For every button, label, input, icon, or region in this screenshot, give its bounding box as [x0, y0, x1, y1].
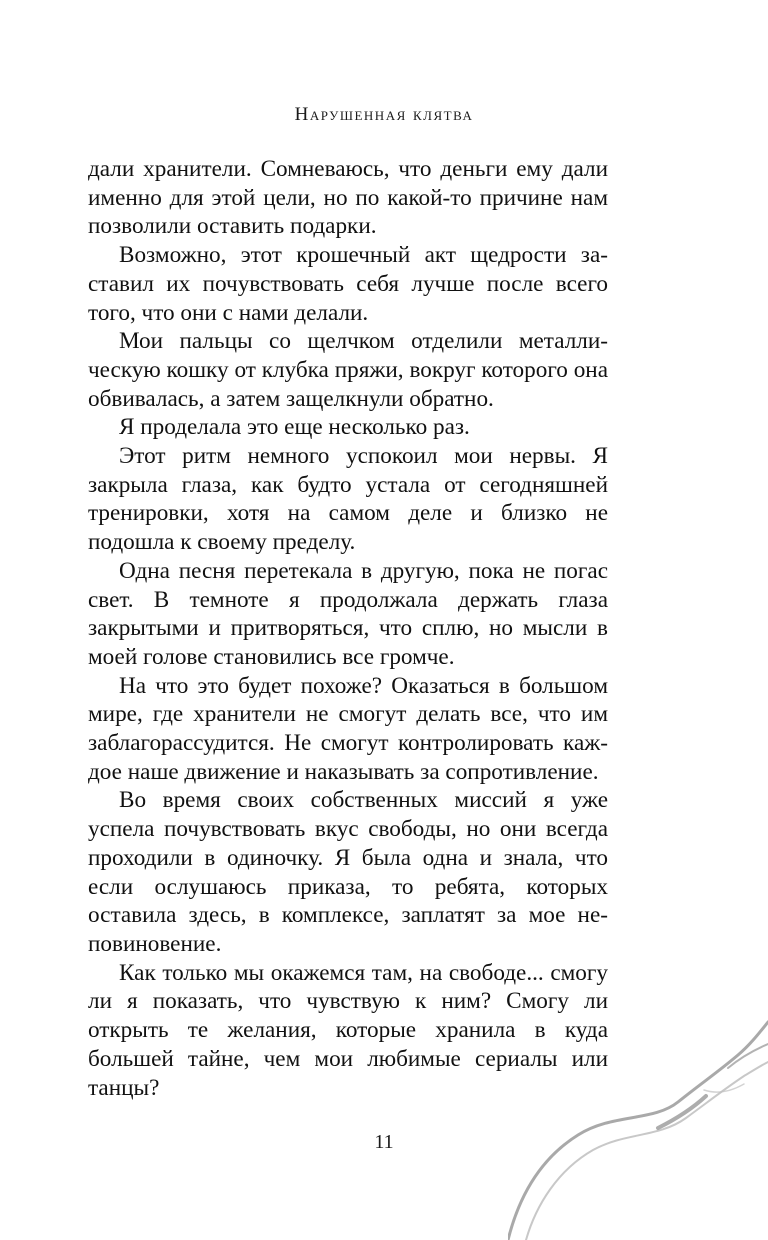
paragraph-4: Я проделала это еще несколько раз.: [119, 414, 470, 441]
paragraph-6: Одна песня перетекала в другую, пока не погас свет. В темноте я продолжала держать глаза закрытыми и притворяться, что сплю, но мысли в моей голове становились все громче.: [88, 557, 608, 670]
page-number: 11: [374, 1131, 394, 1153]
paragraph-7: На что это будет похоже? Оказаться в большом мире, где хранители не смогут делать все, что им заблагорассудится. Не смогут контролировать каждое наше движение и наказывать за сопротивление.: [88, 672, 608, 785]
running-title: Нарушенная клятва: [294, 104, 474, 125]
paragraph-1: дали хранители. Сомневаюсь, что деньги ему дали именно для этой цели, но по какой-то причине нам позволили оставить подарки.: [88, 156, 608, 240]
paragraph-3: Мои пальцы со щелчком отделили металлическую кошку от клубка пряжи, вокруг которого она обвивалась, а затем защелкнули обратно.: [88, 328, 608, 412]
paragraph-2: Возможно, этот крошечный акт щедрости заставил их почувствовать себя лучше после всего того, что они с нами делали.: [88, 242, 608, 326]
body-text: [88, 155, 608, 1102]
decorative-swirl-ornament: [508, 1010, 768, 1240]
paragraph-9: Как только мы окажемся там, на свободе... смогу ли я показать, что чувствую к ним? Смогу ли открыть те желания, которые хранила в куда большей тайне, чем мои любимые сериалы или танцы?: [88, 959, 608, 1101]
paragraph-8: Во время своих собственных миссий я уже успела почувствовать вкус свободы, но они всегда проходили в одиночку. Я была одна и знала, что если ослушаюсь приказа, то ребята, которых оставила здесь, в комплексе, заплатят за мое неповиновение.: [88, 787, 608, 957]
paragraph-5: Этот ритм немного успокоил мои нервы. Я закрыла глаза, как будто устала от сегодняшней тренировки, хотя на самом деле и близко не подошла к своему пределу.: [88, 443, 608, 556]
